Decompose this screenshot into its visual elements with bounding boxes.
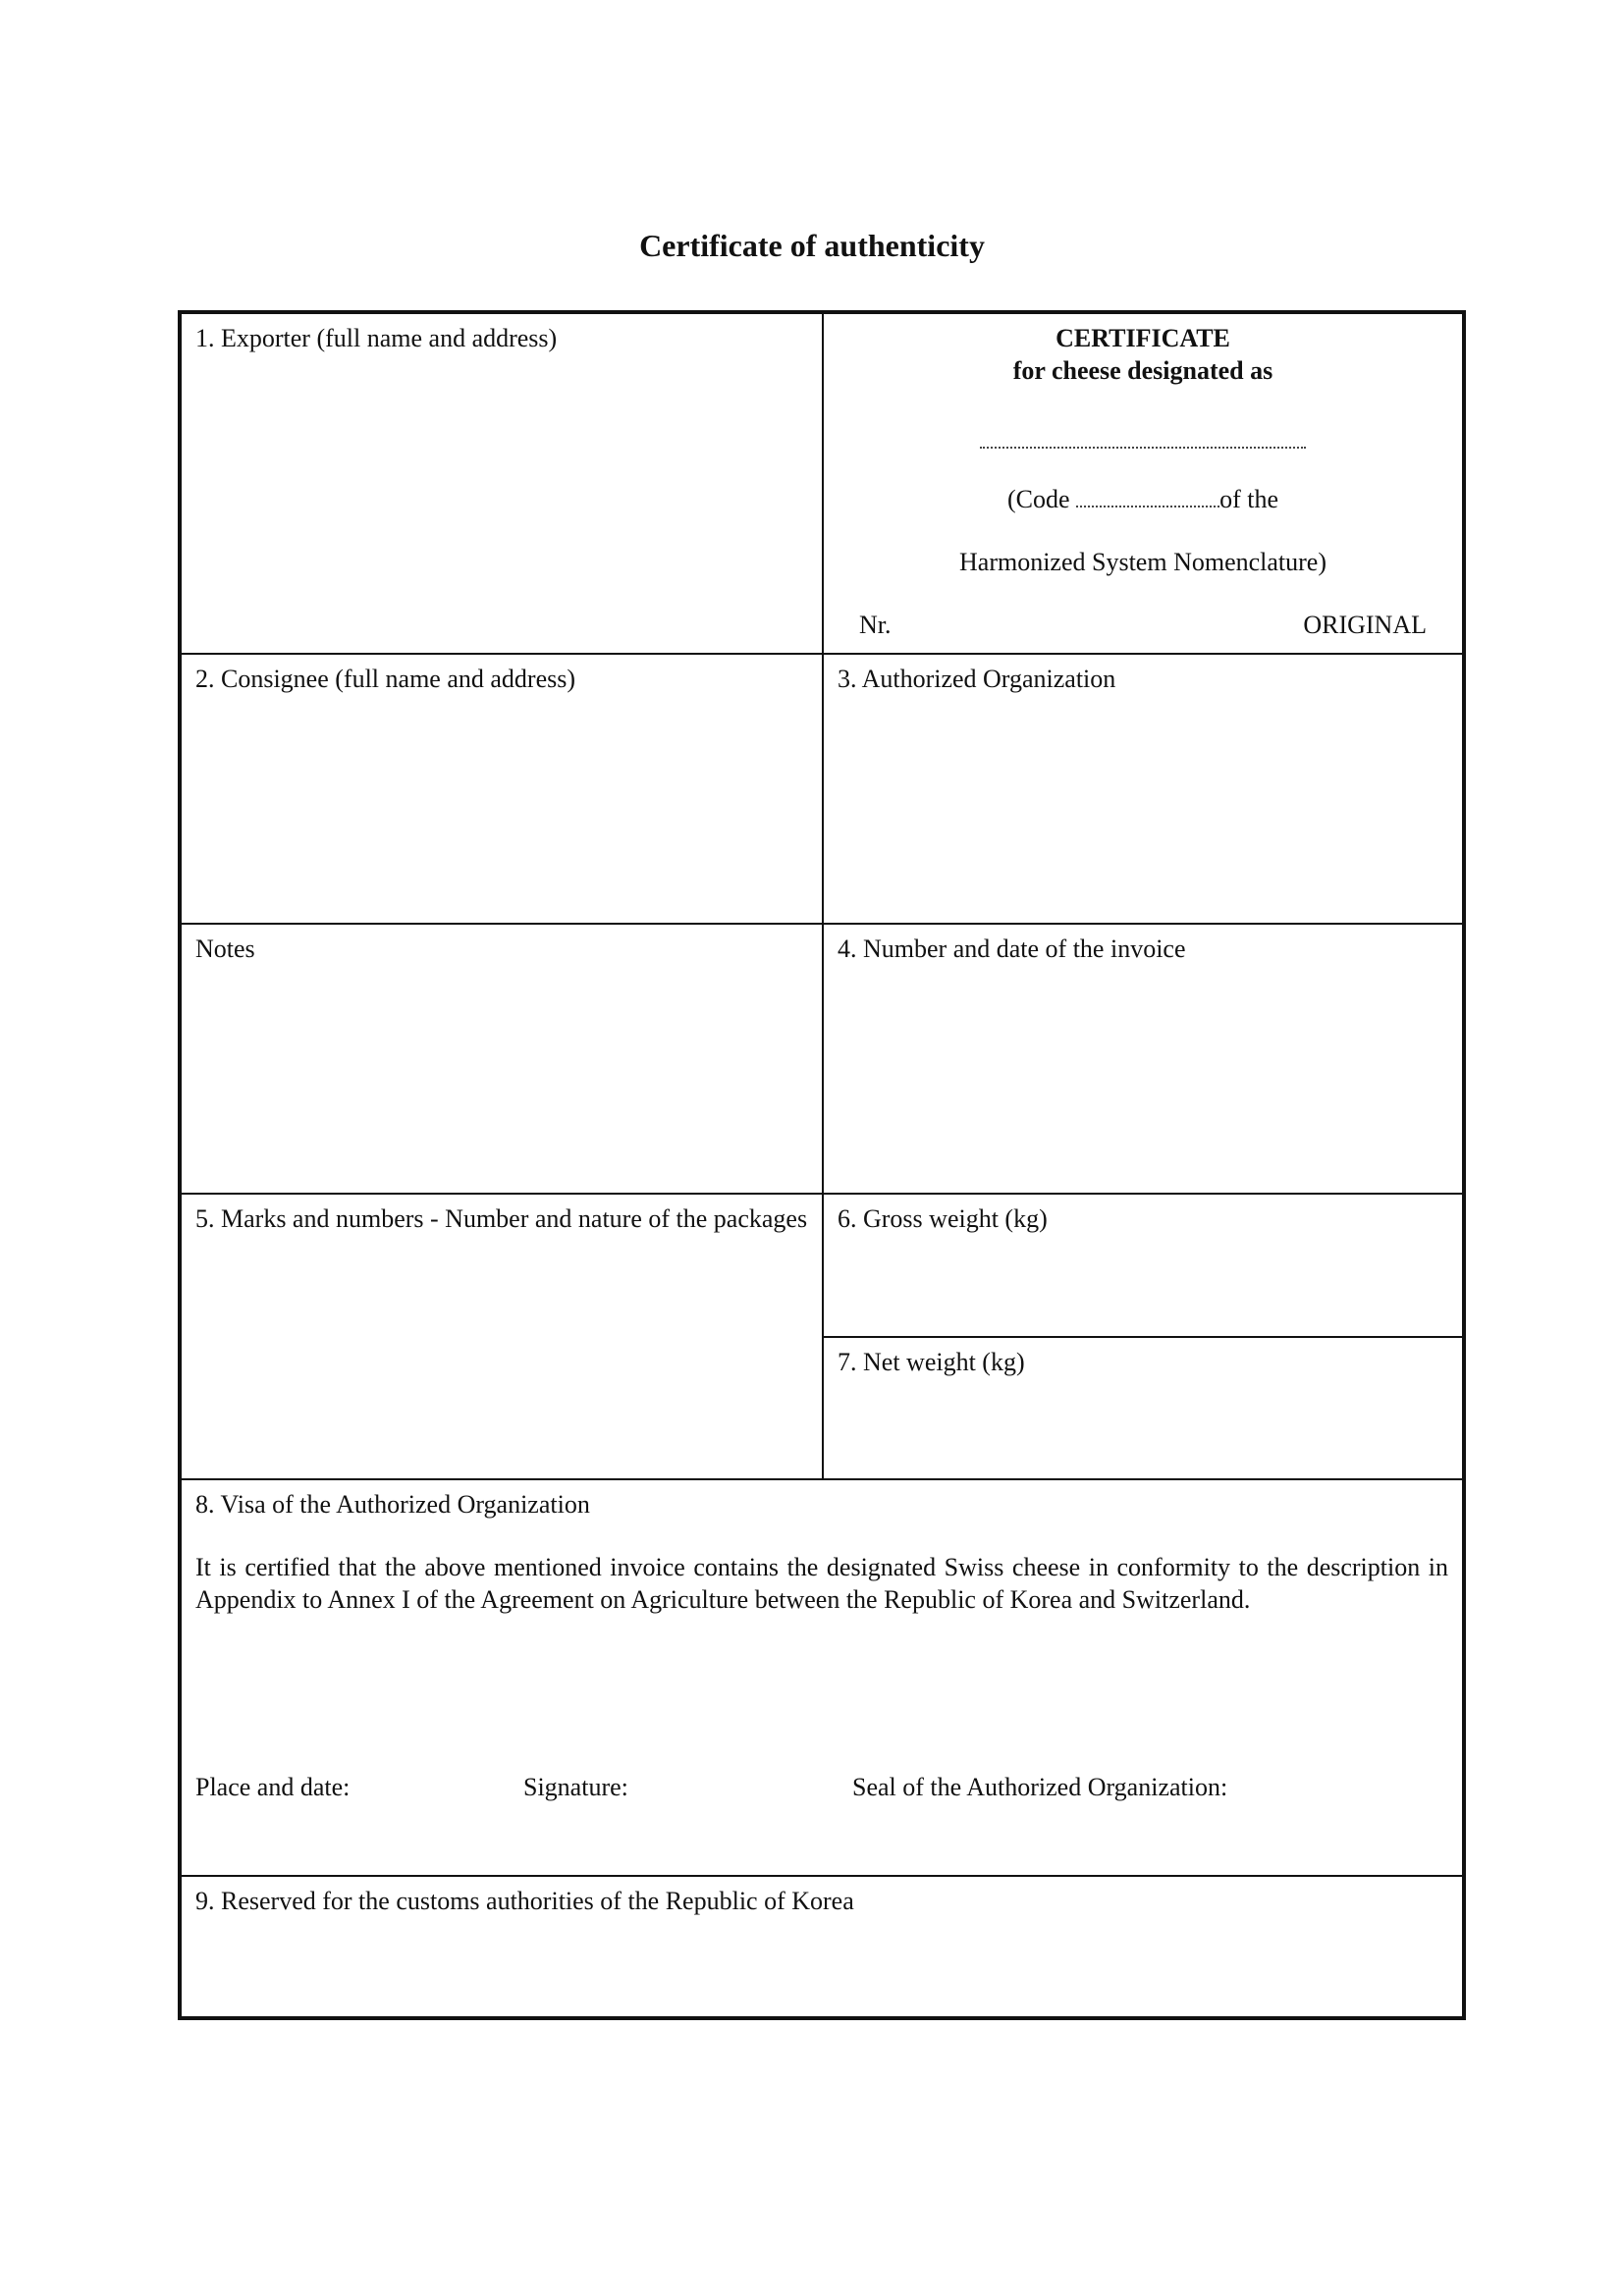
nomenclature-text: Harmonized System Nomenclature) (959, 548, 1326, 576)
nr-label: Nr. (859, 611, 892, 639)
box-authorized-organization[interactable] (824, 655, 1462, 923)
visa-label: 8. Visa of the Authorized Organization (195, 1490, 590, 1519)
code-prefix: (Code (1007, 485, 1070, 513)
net-weight-label: 7. Net weight (kg) (838, 1348, 1025, 1376)
code-field[interactable] (1076, 492, 1219, 507)
code-line (824, 483, 1462, 515)
certificate-subheading: for cheese designated as (1012, 356, 1273, 385)
document-title: Certificate of authenticity (639, 228, 985, 263)
visa-statement: It is certified that the above mentioned invoice contains the designated Swiss cheese in conformity to the description in Appendix to Annex I of the Agreement on Agriculture between the Republic of Korea and Switzerland. (195, 1553, 1448, 1614)
notes-label: Notes (195, 934, 255, 963)
exporter-label: 1. Exporter (full name and address) (195, 324, 558, 352)
box-gross-weight[interactable] (824, 1195, 1462, 1336)
cheese-designation-line (980, 437, 1306, 449)
box-exporter[interactable] (182, 314, 822, 653)
box-net-weight[interactable] (824, 1338, 1462, 1478)
consignee-label: 2. Consignee (full name and address) (195, 665, 576, 693)
box-customs-reserved[interactable] (182, 1877, 1462, 2016)
box-certificate (824, 314, 1462, 653)
box-visa (182, 1480, 1462, 1875)
marks-numbers-label: 5. Marks and numbers - Number and nature of the packages (195, 1204, 808, 1233)
box-invoice[interactable] (824, 925, 1462, 1193)
certificate-heading: CERTIFICATE (1056, 324, 1230, 352)
seal-label: Seal of the Authorized Organization: (852, 1773, 1228, 1801)
box-consignee[interactable] (182, 655, 822, 923)
gross-weight-label: 6. Gross weight (kg) (838, 1204, 1048, 1233)
cheese-designation-field[interactable] (824, 436, 1462, 454)
box-marks-numbers[interactable] (182, 1195, 822, 1478)
authorized-organization-label: 3. Authorized Organization (838, 665, 1116, 693)
original-label: ORIGINAL (1303, 611, 1427, 639)
certificate-form (178, 310, 1466, 2020)
signature-label: Signature: (523, 1773, 628, 1801)
place-date-label: Place and date: (195, 1773, 351, 1801)
box-notes[interactable] (182, 925, 822, 1193)
invoice-label: 4. Number and date of the invoice (838, 934, 1186, 963)
code-suffix: of the (1219, 485, 1278, 513)
customs-reserved-label: 9. Reserved for the customs authorities of the Republic of Korea (195, 1887, 854, 1915)
